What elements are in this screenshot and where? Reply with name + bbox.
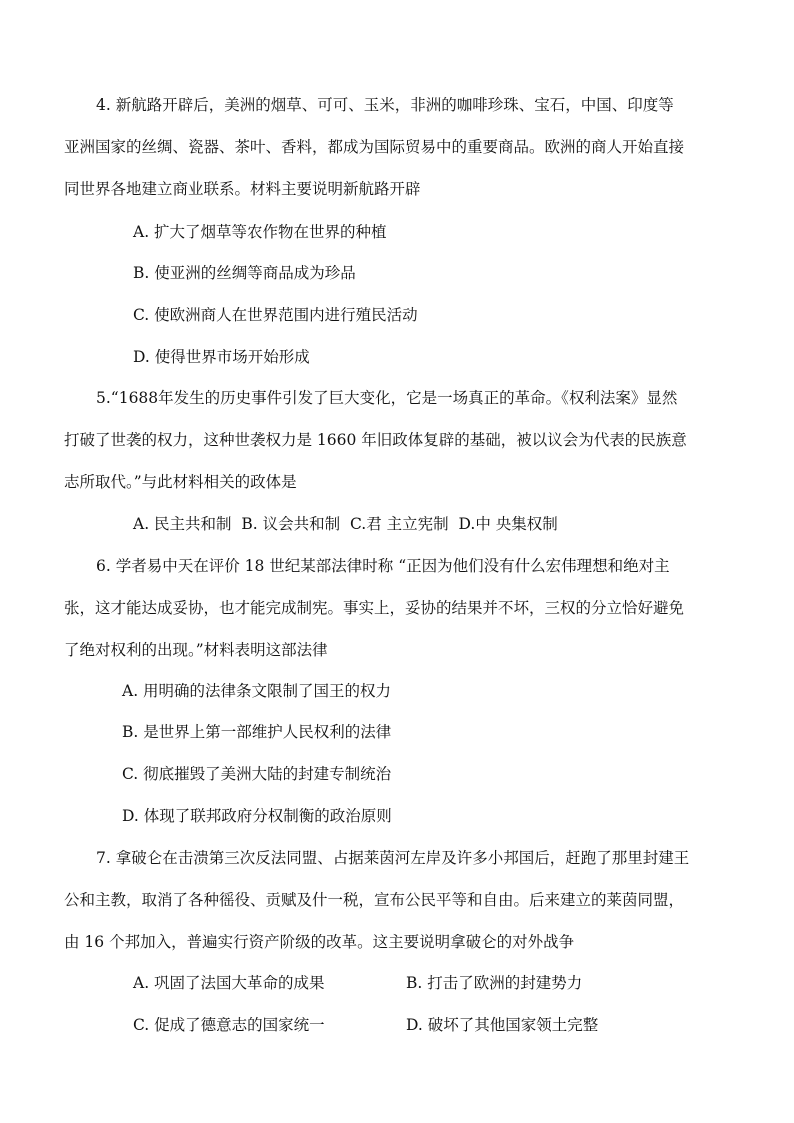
question-4-option-a: A. 扩大了烟草等农作物在世界的种植 [133, 223, 387, 241]
question-4-option-c: C. 使欧洲商人在世界范围内进行殖民活动 [133, 306, 418, 324]
question-7-line-1: 7. 拿破仑在击溃第三次反法同盟、占据莱茵河左岸及许多小邦国后，赶跑了那里封建王 [96, 849, 690, 867]
question-6-line-3: 了绝对权利的出现。”材料表明这部法律 [64, 641, 328, 659]
question-7-line-2: 公和主教，取消了各种徭役、贡赋及什一税，宣布公民平等和自由。后来建立的莱茵同盟， [64, 891, 685, 909]
question-6-option-b: B. 是世界上第一部维护人民权利的法律 [122, 723, 392, 741]
question-5-line-3: 志所取代。”与此材料相关的政体是 [64, 473, 297, 491]
question-4-option-d: D. 使得世界市场开始形成 [133, 348, 310, 366]
question-6-option-c: C. 彻底摧毁了美洲大陆的封建专制统治 [122, 765, 392, 783]
question-4-line-2: 亚洲国家的丝绸、瓷器、茶叶、香料，都成为国际贸易中的重要商品。欧洲的商人开始直接 [64, 138, 685, 156]
question-4-line-1: 4. 新航路开辟后，美洲的烟草、可可、玉米，非洲的咖啡珍珠、宝石，中国、印度等 [96, 96, 674, 114]
question-5-line-1: 5.“1688年发生的历史事件引发了巨大变化，它是一场真正的革命。《权利法案》显然 [96, 389, 678, 407]
question-6-line-2: 张，这才能达成妥协，也才能完成制宪。事实上，妥协的结果并不坏，三权的分立恰好避免 [64, 599, 685, 617]
question-6-option-a: A. 用明确的法律条文限制了国王的权力 [122, 682, 392, 700]
question-6-option-d: D. 体现了联邦政府分权制衡的政治原则 [122, 807, 392, 825]
question-4-option-b: B. 使亚洲的丝绸等商品成为珍品 [133, 264, 356, 282]
question-6-line-1: 6. 学者易中天在评价 18 世纪某部法律时称 “正因为他们没有什么宏伟理想和绝对主 [96, 557, 670, 575]
question-7-option-b: B. 打击了欧洲的封建势力 [406, 974, 583, 992]
question-7-option-a: A. 巩固了法国大革命的成果 [133, 974, 325, 992]
question-5-line-2: 打破了世袭的权力，这种世袭权力是 1660 年旧政体复辟的基础，被以议会为代表的民族意 [64, 431, 687, 449]
question-4-line-3: 同世界各地建立商业联系。材料主要说明新航路开辟 [64, 180, 421, 198]
question-7-option-c: C. 促成了德意志的国家统一 [133, 1016, 325, 1034]
question-7-line-3: 由 16 个邦加入，普遍实行资产阶级的改革。这主要说明拿破仑的对外战争 [64, 933, 575, 951]
question-5-options: A. 民主共和制 B. 议会共和制 C.君 主立宪制 D.中 央集权制 [133, 515, 558, 533]
question-7-option-d: D. 破坏了其他国家领土完整 [406, 1016, 599, 1034]
